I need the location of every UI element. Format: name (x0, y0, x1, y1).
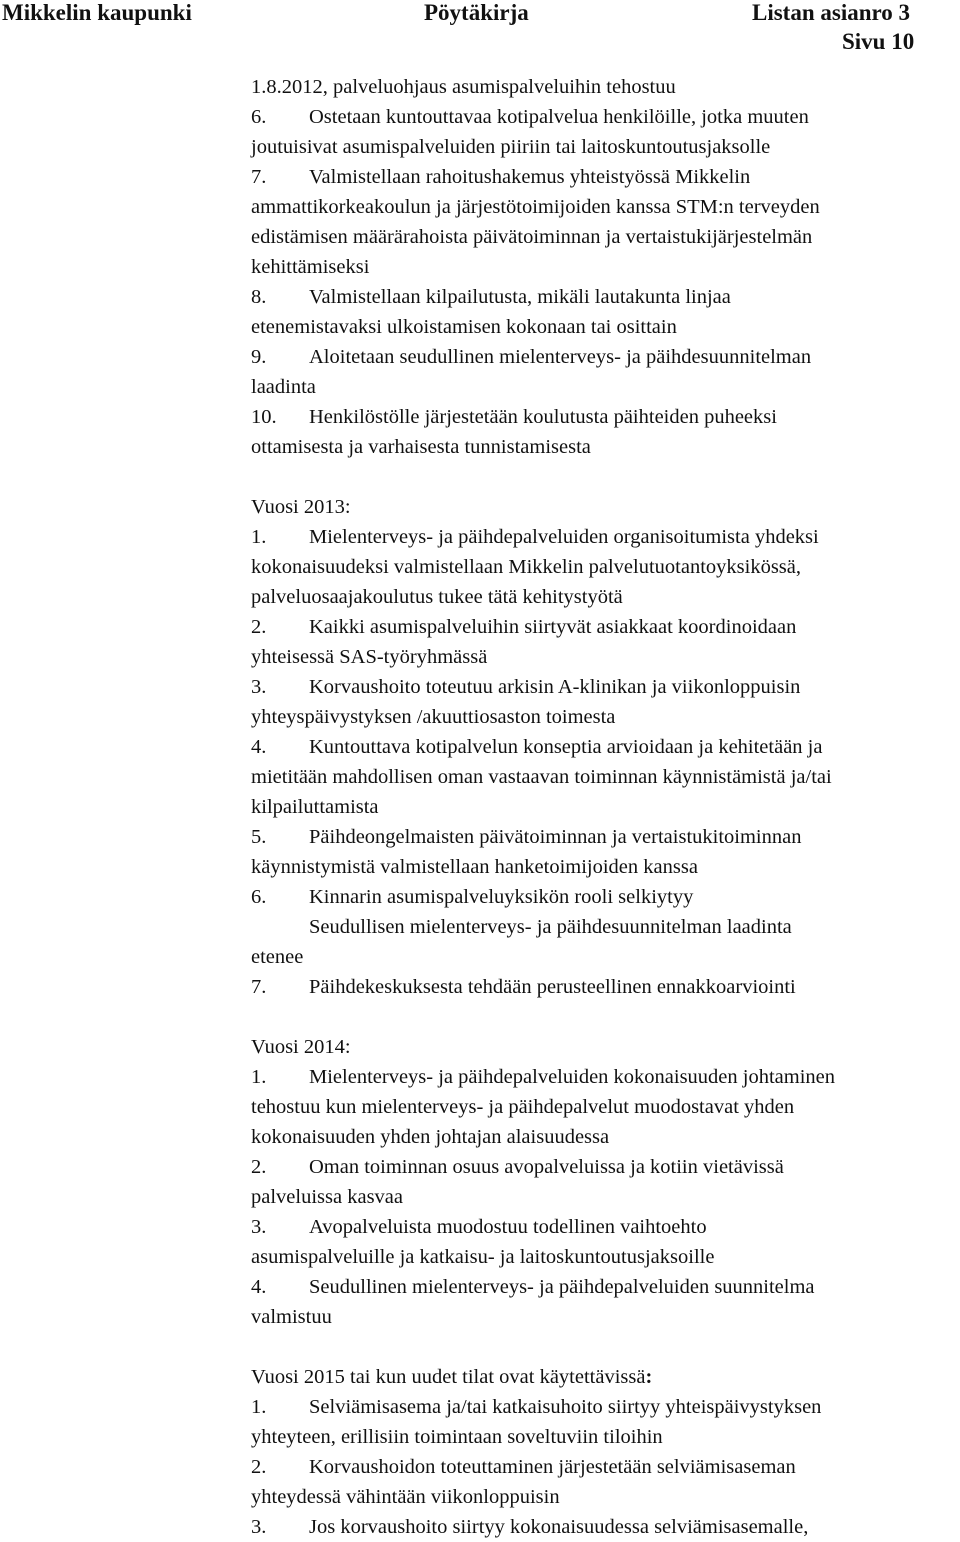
list-number: 3. (251, 676, 267, 698)
text-line: kehittämiseksi (251, 256, 370, 278)
list-item (251, 822, 951, 852)
list-text: Henkilöstölle järjestetään koulutusta päihteiden puheeksi (309, 406, 777, 428)
text-line: joutuisivat asumispalveluiden piiriin tai laitoskuntoutusjaksolle (251, 136, 771, 158)
text-line: etenee (251, 946, 304, 968)
list-number: 3. (251, 1516, 267, 1538)
list-item (251, 1062, 951, 1092)
text-line: edistämisen määrärahoista päivätoiminnan ja vertaistukijärjestelmän (251, 226, 813, 248)
list-number: 10. (251, 406, 277, 428)
list-text: Jos korvaushoito siirtyy kokonaisuudessa selviämisasemalle, (309, 1516, 809, 1538)
list-item (251, 612, 951, 642)
text-line: kilpailuttamista (251, 796, 379, 818)
list-text: Korvaushoidon toteuttaminen järjestetään selviämisaseman (309, 1456, 796, 1478)
list-item (251, 402, 951, 432)
list-item (251, 162, 951, 192)
list-text: Valmistellaan rahoitushakemus yhteistyössä Mikkelin (309, 166, 751, 188)
list-number: 4. (251, 736, 267, 758)
text-line: ammattikorkeakoulun ja järjestötoimijoiden kanssa STM:n terveyden (251, 196, 820, 218)
section-heading-2015-colon: : (645, 1366, 653, 1388)
list-item (251, 342, 951, 372)
spacer (251, 1332, 951, 1362)
text-line: yhteisessä SAS-työryhmässä (251, 646, 488, 668)
list-number: 7. (251, 166, 267, 188)
list-text: Ostetaan kuntouttavaa kotipalvelua henkilöille, jotka muuten (309, 106, 809, 128)
list-text: Korvaushoito toteutuu arkisin A-klinikan ja viikonloppuisin (309, 676, 801, 698)
list-text: Päihdeongelmaisten päivätoiminnan ja vertaistukitoiminnan (309, 826, 802, 848)
list-text: Mielenterveys- ja päihdepalveluiden organisoitumista yhdeksi (309, 526, 819, 548)
header-org: Mikkelin kaupunki (2, 0, 192, 25)
list-number: 1. (251, 526, 267, 548)
list-text: Kinnarin asumispalveluyksikön rooli selkiytyy (309, 886, 694, 908)
header-doc-type: Pöytäkirja (424, 0, 529, 25)
list-number: 3. (251, 1216, 267, 1238)
list-number: 2. (251, 1456, 267, 1478)
header-page-number: Sivu 10 (842, 29, 915, 54)
text-line: palveluissa kasvaa (251, 1186, 403, 1208)
text-line: laadinta (251, 376, 316, 398)
list-number: 6. (251, 106, 267, 128)
text-line: etenemistavaksi ulkoistamisen kokonaan tai osittain (251, 316, 677, 338)
list-number: 8. (251, 286, 267, 308)
section-heading-2013: Vuosi 2013: (251, 496, 351, 518)
list-item (251, 1272, 951, 1302)
list-item (251, 282, 951, 312)
text-line: käynnistymistä valmistellaan hanketoimijoiden kanssa (251, 856, 698, 878)
header-item-number: Listan asianro 3 (752, 0, 911, 25)
text-line: kokonaisuudeksi valmistellaan Mikkelin palvelutuotantoyksikössä, (251, 556, 802, 578)
list-text: Valmistellaan kilpailutusta, mikäli lautakunta linjaa (309, 286, 731, 308)
list-text: Oman toiminnan osuus avopalveluissa ja kotiin vietävissä (309, 1156, 784, 1178)
list-text: Aloitetaan seudullinen mielenterveys- ja päihdesuunnitelman (309, 346, 812, 368)
list-item (251, 1512, 951, 1542)
list-text: Päihdekeskuksesta tehdään perusteellinen ennakkoarviointi (309, 976, 796, 998)
list-number: 4. (251, 1276, 267, 1298)
list-number: 2. (251, 1156, 267, 1178)
list-item (251, 522, 951, 552)
list-item (251, 102, 951, 132)
list-text: Kuntouttava kotipalvelun konseptia arvioidaan ja kehitetään ja (309, 736, 823, 758)
list-item (251, 882, 951, 912)
spacer (251, 462, 951, 492)
list-item (251, 672, 951, 702)
text-line: palveluosaajakoulutus tukee tätä kehitystyötä (251, 586, 623, 608)
spacer (251, 1002, 951, 1032)
list-item (251, 972, 951, 1002)
list-text: Kaikki asumispalveluihin siirtyvät asiakkaat koordinoidaan (309, 616, 797, 638)
list-number: 1. (251, 1066, 267, 1088)
list-number: 7. (251, 976, 267, 998)
text-line: yhteydessä vähintään viikonloppuisin (251, 1486, 560, 1508)
text-line: yhteyspäivystyksen /akuuttiosaston toimesta (251, 706, 616, 728)
list-number: 5. (251, 826, 267, 848)
list-number: 9. (251, 346, 267, 368)
text-line: tehostuu kun mielenterveys- ja päihdepalvelut muodostavat yhden (251, 1096, 795, 1118)
text-line: asumispalveluille ja katkaisu- ja laitoskuntoutusjaksoille (251, 1246, 715, 1268)
list-item (251, 1392, 951, 1422)
list-item (251, 732, 951, 762)
document-body (251, 72, 951, 1542)
list-text: Mielenterveys- ja päihdepalveluiden kokonaisuuden johtaminen (309, 1066, 836, 1088)
text-line: Seudullisen mielenterveys- ja päihdesuunnitelman laadinta (309, 916, 792, 938)
section-heading-2014: Vuosi 2014: (251, 1036, 351, 1058)
list-item (251, 1452, 951, 1482)
list-text: Seudullinen mielenterveys- ja päihdepalveluiden suunnitelma (309, 1276, 815, 1298)
section-heading-2015 (251, 1362, 951, 1392)
text-line: ottamisesta ja varhaisesta tunnistamisesta (251, 436, 591, 458)
list-number: 6. (251, 886, 267, 908)
section-heading-2015-text: Vuosi 2015 tai kun uudet tilat ovat käytettävissä (251, 1366, 646, 1388)
text-line: 1.8.2012, palveluohjaus asumispalveluihin tehostuu (251, 76, 676, 98)
list-text: Avopalveluista muodostuu todellinen vaihtoehto (309, 1216, 707, 1238)
text-line: yhteyteen, erillisiin toimintaan soveltuviin tiloihin (251, 1426, 663, 1448)
text-line: valmistuu (251, 1306, 332, 1328)
text-line: mietitään mahdollisen oman vastaavan toiminnan käynnistämistä ja/tai (251, 766, 832, 788)
list-number: 1. (251, 1396, 267, 1418)
list-number: 2. (251, 616, 267, 638)
list-item (251, 1212, 951, 1242)
list-item (251, 1152, 951, 1182)
list-text: Selviämisasema ja/tai katkaisuhoito siirtyy yhteispäivystyksen (309, 1396, 822, 1418)
text-line: kokonaisuuden yhden johtajan alaisuudessa (251, 1126, 610, 1148)
